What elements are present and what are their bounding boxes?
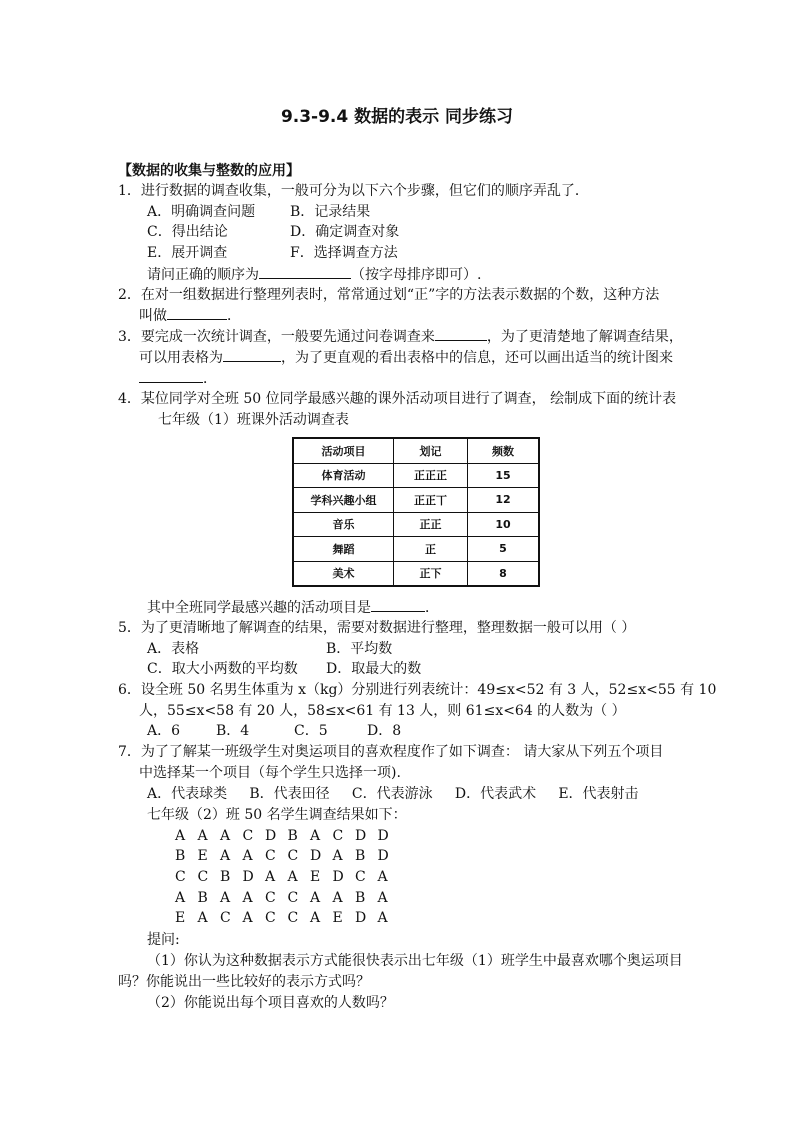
data-letter: A xyxy=(197,828,208,844)
data-letter: C xyxy=(355,869,366,885)
cell-tally: 正正丅 xyxy=(394,488,468,513)
data-letter: A xyxy=(242,890,253,906)
q2-line2 xyxy=(139,305,241,326)
q3-line1-prefix: 3．要完成一次统计调查，一般要先通过问卷调查来 xyxy=(118,329,435,345)
data-letter: D xyxy=(242,869,254,885)
q7-sub1-line1: （1）你认为这种数据表示方式能很快表示出七年级（1）班学生中最喜欢哪个奥运项目 xyxy=(147,953,683,969)
q1-text: 1．进行数据的调查收集，一般可分为以下六个步骤，但它们的顺序弄乱了． xyxy=(118,183,589,199)
cell-activity: 美术 xyxy=(293,561,394,586)
q1-ask-prefix: 请问正确的顺序为 xyxy=(147,267,259,283)
data-letter: D xyxy=(332,869,344,885)
data-letter: A xyxy=(377,910,388,926)
data-letter: E xyxy=(310,869,321,885)
data-letter: B xyxy=(355,848,366,864)
q7-data-row-5 xyxy=(175,908,400,928)
data-letter: D xyxy=(377,848,389,864)
data-letter: A xyxy=(310,890,321,906)
q6-line2: 人，55≤x<58 有 20 人，58≤x<61 有 13 人，则 61≤x<64 的人数为（ ） xyxy=(139,703,626,719)
q2-answer-blank[interactable] xyxy=(167,305,227,320)
q6-option-b: B．4 xyxy=(216,723,250,739)
data-letter: C xyxy=(242,828,254,844)
data-letter: B xyxy=(220,869,231,885)
q1-option-e: E．展开调查 xyxy=(147,245,228,261)
data-letter: A xyxy=(377,869,388,885)
data-letter: D xyxy=(310,848,322,864)
data-letter: A xyxy=(220,848,231,864)
q1-option-d: D．确定调查对象 xyxy=(290,224,400,240)
data-letter: B xyxy=(287,828,298,844)
q7-options: A．代表球类 B．代表田径 C．代表游泳 D．代表武术 E．代表射击 xyxy=(147,786,639,802)
q7-line1: 7．为了了解某一班级学生对奥运项目的喜欢程度作了如下调查： 请大家从下列五个项目 xyxy=(118,744,664,760)
q3-answer-blank-1[interactable] xyxy=(435,326,487,341)
q1-option-f: F．选择调查方法 xyxy=(290,245,398,261)
cell-activity: 音乐 xyxy=(293,512,394,537)
data-letter: A xyxy=(332,890,343,906)
q3-line2-prefix: 可以用表格为 xyxy=(139,350,223,366)
q3-line2 xyxy=(139,347,673,368)
q7-result-caption: 七年级（2）班 50 名学生调查结果如下： xyxy=(147,807,407,823)
q7-sub1-line2: 吗？你能说出一些比较好的表示方式吗？ xyxy=(118,974,370,990)
data-letter: C xyxy=(175,869,186,885)
q5-text: 5．为了更清晰地了解调查的结果，需要对数据进行整理，整理数据一般可以用（ ） xyxy=(118,620,636,636)
q4-table-caption: 七年级（1）班课外活动调查表 xyxy=(158,412,349,428)
data-letter: D xyxy=(355,828,367,844)
q6-option-c: C．5 xyxy=(294,723,328,739)
q3-line1 xyxy=(118,326,683,347)
header-tally: 划记 xyxy=(394,438,468,463)
table-row xyxy=(293,463,539,488)
q6-option-a: A．6 xyxy=(147,723,181,739)
data-letter: E xyxy=(175,910,186,926)
header-activity: 活动项目 xyxy=(293,438,394,463)
data-letter: C xyxy=(287,848,299,864)
data-letter: A xyxy=(287,869,298,885)
data-letter: A xyxy=(265,869,276,885)
table-row xyxy=(293,537,539,562)
cell-frequency: 10 xyxy=(468,512,540,537)
data-letter: C xyxy=(287,910,299,926)
q3-line1-suffix: ，为了更清楚地了解调查结果， xyxy=(486,329,683,345)
data-letter: C xyxy=(287,890,299,906)
cell-frequency: 5 xyxy=(468,537,540,562)
q1-option-c: C．得出结论 xyxy=(147,224,228,240)
data-letter: E xyxy=(197,848,208,864)
cell-frequency: 12 xyxy=(468,488,540,513)
q4-ask-prefix: 其中全班同学最感兴趣的活动项目是 xyxy=(147,600,371,616)
q2-line1: 2．在对一组数据进行整理列表时，常常通过划“正”字的方法表示数据的个数，这种方法 xyxy=(118,287,660,303)
data-letter: C xyxy=(332,828,344,844)
cell-frequency: 8 xyxy=(468,561,540,586)
section-heading: 【数据的收集与整数的应用】 xyxy=(118,163,300,179)
data-letter: C xyxy=(265,890,276,906)
data-letter: D xyxy=(265,828,277,844)
header-frequency: 频数 xyxy=(468,438,540,463)
q1-option-b: B．记录结果 xyxy=(290,204,371,220)
data-letter: D xyxy=(355,910,367,926)
q5-option-b: B．平均数 xyxy=(326,641,393,657)
data-letter: C xyxy=(265,910,276,926)
q5-option-a: A．表格 xyxy=(147,641,200,657)
q7-ask-label: 提问: xyxy=(147,932,180,948)
data-letter: A xyxy=(175,890,186,906)
data-letter: A xyxy=(197,910,208,926)
q7-data-row-3 xyxy=(175,867,400,887)
q4-line1: 4．某位同学对全班 50 位同学最感兴趣的课外活动项目进行了调查， 绘制成下面的统计表 xyxy=(118,391,677,407)
q3-answer-blank-2[interactable] xyxy=(223,347,281,362)
table-header-row xyxy=(293,438,539,463)
data-letter: E xyxy=(332,910,343,926)
data-letter: B xyxy=(197,890,208,906)
cell-tally: 正正 xyxy=(394,512,468,537)
data-letter: A xyxy=(220,890,231,906)
data-letter: C xyxy=(197,869,209,885)
q1-answer-blank[interactable] xyxy=(259,264,351,279)
cell-tally: 正 xyxy=(394,537,468,562)
q7-data-row-1 xyxy=(175,826,400,846)
data-letter: A xyxy=(377,890,388,906)
q2-line2-suffix: ． xyxy=(227,308,241,324)
q1-ask xyxy=(147,264,481,285)
q6-line1: 6．设全班 50 名男生体重为 x（kg）分别进行列表统计：49≤x<52 有 3 人，52≤x<55 有 10 xyxy=(118,682,717,698)
data-letter: A xyxy=(310,910,321,926)
activity-survey-table xyxy=(292,437,540,587)
q7-sub2: （2）你能说出每个项目喜欢的人数吗？ xyxy=(147,995,394,1011)
q2-line2-prefix: 叫做 xyxy=(139,308,167,324)
q7-data-row-2 xyxy=(175,846,400,866)
q4-answer-blank[interactable] xyxy=(371,597,425,612)
data-letter: A xyxy=(242,848,253,864)
data-letter: B xyxy=(175,848,186,864)
q3-line3 xyxy=(139,368,217,389)
q1-option-a: A．明确调查问题 xyxy=(147,204,256,220)
page-title: 9.3-9.4 数据的表示 同步练习 xyxy=(280,107,514,127)
q3-line2-suffix: ，为了更直观的看出表格中的信息，还可以画出适当的统计图来 xyxy=(281,350,673,366)
data-letter: A xyxy=(332,848,343,864)
q4-ask-suffix: ． xyxy=(425,600,439,616)
data-letter: A xyxy=(242,910,253,926)
q5-option-d: D．取最大的数 xyxy=(326,661,422,677)
data-letter: A xyxy=(175,828,186,844)
cell-frequency: 15 xyxy=(468,463,540,488)
data-letter: A xyxy=(310,828,321,844)
data-letter: C xyxy=(265,848,276,864)
data-letter: A xyxy=(220,828,231,844)
q5-option-c: C．取大小两数的平均数 xyxy=(147,661,298,677)
q3-answer-blank-3[interactable] xyxy=(139,368,203,383)
cell-tally: 正正正 xyxy=(394,463,468,488)
q1-ask-suffix: （按字母排序即可）. xyxy=(351,267,482,283)
cell-activity: 体育活动 xyxy=(293,463,394,488)
data-letter: B xyxy=(355,890,366,906)
q7-line2: 中选择某一个项目（每个学生只选择一项). xyxy=(139,765,401,781)
cell-tally: 正下 xyxy=(394,561,468,586)
table-row xyxy=(293,488,539,513)
q3-line3-suffix: ． xyxy=(203,371,217,387)
cell-activity: 学科兴趣小组 xyxy=(293,488,394,513)
q4-ask xyxy=(147,597,439,618)
data-letter: C xyxy=(220,910,231,926)
data-letter: D xyxy=(377,828,389,844)
table-row xyxy=(293,512,539,537)
cell-activity: 舞蹈 xyxy=(293,537,394,562)
table-row xyxy=(293,561,539,586)
q7-data-row-4 xyxy=(175,888,400,908)
q6-option-d: D．8 xyxy=(367,723,402,739)
